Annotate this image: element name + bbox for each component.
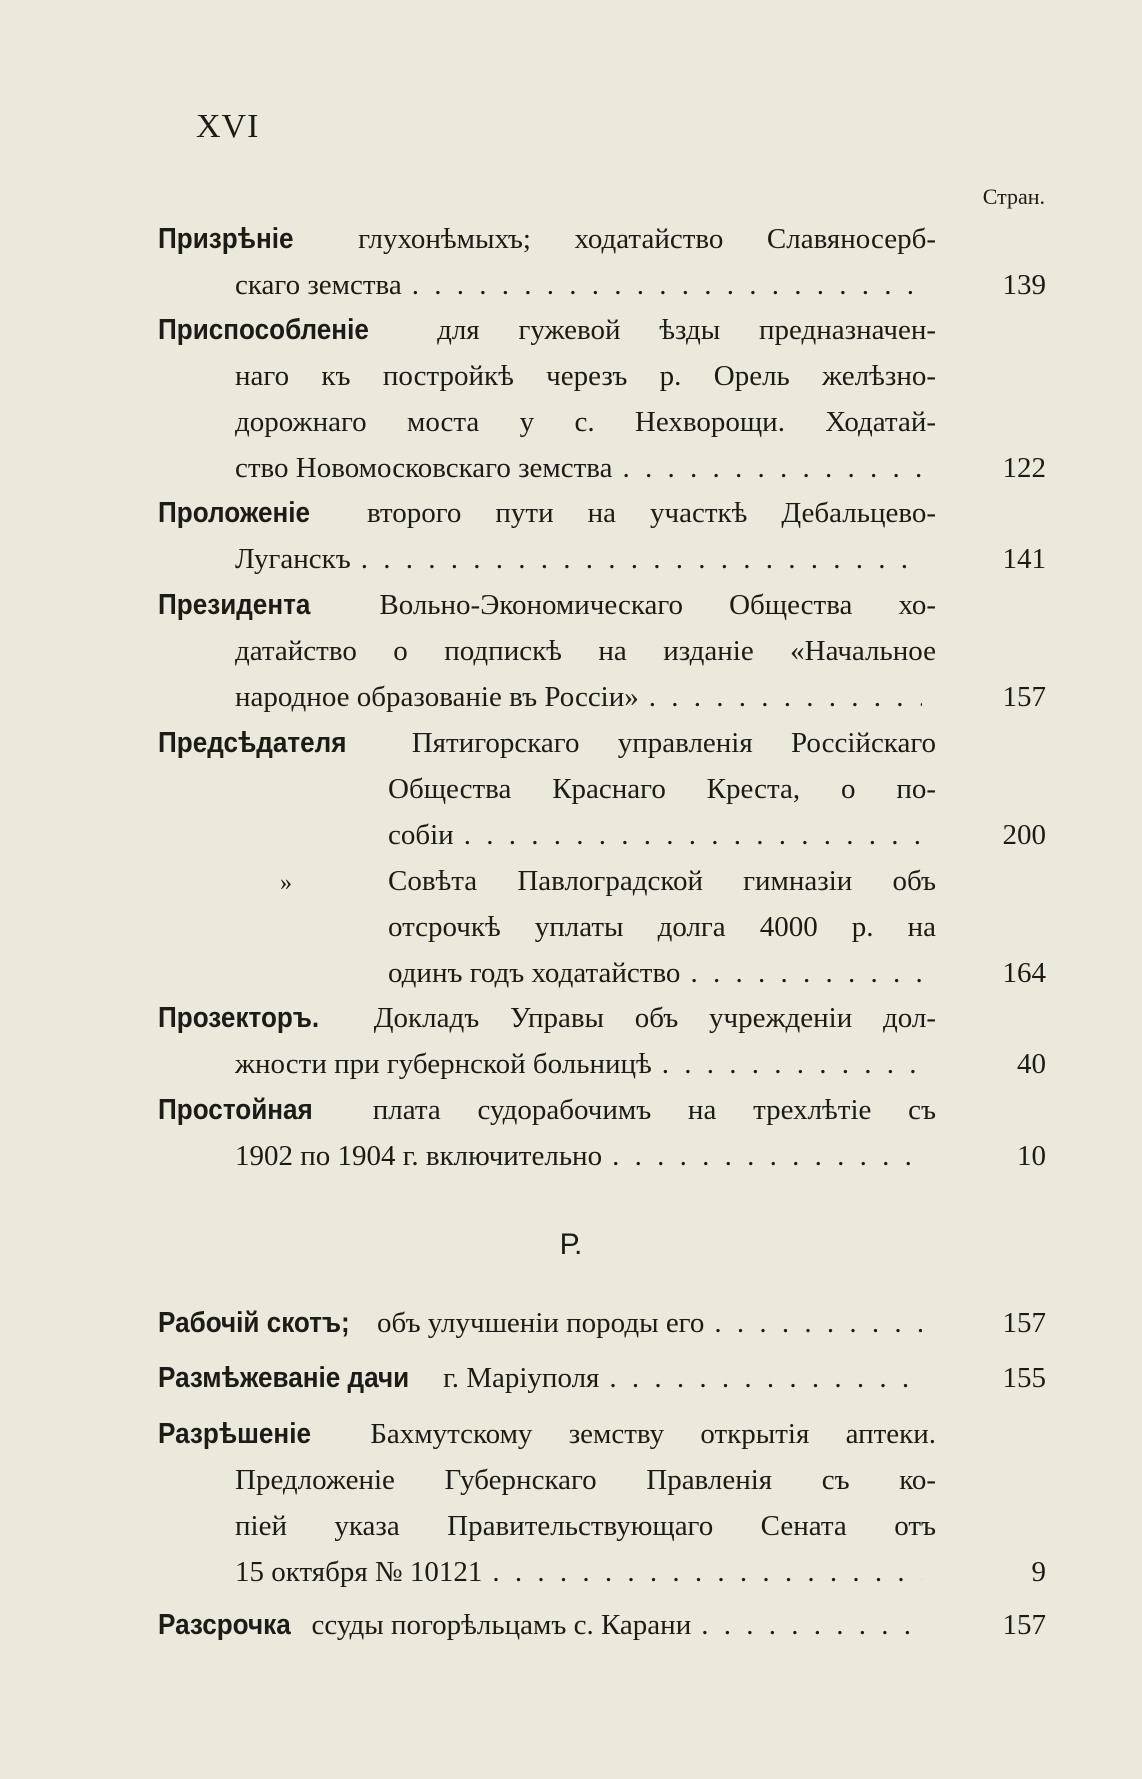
entry-text: глухонѣмыхъ; ходатайство Славяносерб- (358, 223, 936, 255)
entry-page-number: 40 (1017, 1048, 1046, 1080)
entry-line (388, 904, 936, 950)
entry-line (158, 1411, 936, 1457)
entry-line (388, 812, 936, 858)
entry-line (235, 445, 936, 491)
entry-headword: Призрѣніе (158, 223, 294, 255)
entry-text: собіи (388, 819, 454, 851)
entry-line (158, 490, 936, 536)
entry-text: Общества Краснаго Креста, о по- (388, 773, 936, 805)
entry-line (158, 1300, 936, 1346)
entry-text: Луганскъ (235, 543, 351, 575)
entry-headword: Проложеніе (158, 497, 311, 529)
entry-text: второго пути на участкѣ Дебальцево- (366, 497, 936, 529)
entry-text: одинъ годъ ходатайство (388, 957, 681, 989)
entry-headword: Президента (158, 589, 311, 621)
entry-text: Совѣта Павлоградской гимназіи объ (388, 865, 936, 897)
entry-page-number: 10 (1017, 1140, 1046, 1172)
entry-line (235, 674, 936, 720)
entry-line (158, 720, 936, 766)
entry-text: ссуды погорѣльцамъ с. Карани (311, 1609, 692, 1641)
dot-leader (649, 674, 922, 720)
entry-line (158, 582, 936, 628)
entry-line (388, 950, 936, 996)
entry-page-number: 164 (1002, 957, 1046, 989)
entry-page-number: 155 (1002, 1362, 1046, 1394)
entry-headword: Размѣжеваніе дачи (158, 1362, 410, 1394)
dot-leader (464, 812, 922, 858)
entry-line (158, 995, 936, 1041)
entry-text: объ улучшеніи породы его (377, 1307, 705, 1339)
entry-line (235, 1041, 936, 1087)
entry-text: жности при губернской больницѣ (235, 1048, 652, 1080)
entry-page-number: 157 (1002, 681, 1046, 713)
entry-text: 15 октября № 10121 (235, 1556, 483, 1588)
entry-text: скаго земства (235, 269, 402, 301)
entry-line (158, 858, 388, 904)
entry-text: Докладъ Управы объ учрежденіи дол- (373, 1002, 937, 1034)
entry-line (158, 216, 936, 262)
page-number: XVI (196, 108, 260, 145)
entry-text: датайство о подпискѣ на изданіе «Начальное (235, 635, 936, 667)
entry-line (158, 1087, 936, 1133)
dot-leader (361, 536, 922, 582)
section-letter: Р. (559, 1228, 583, 1261)
entry-text: для гужевой ѣзды предназначен- (437, 314, 937, 346)
dot-leader (701, 1602, 922, 1648)
dot-leader (609, 1355, 922, 1401)
entry-line (388, 858, 936, 904)
entry-line (388, 766, 936, 812)
entry-text: отсрочкѣ уплаты долга 4000 р. на (388, 911, 936, 943)
column-header-page: Стран. (982, 184, 1045, 209)
dot-leader (690, 950, 922, 996)
dot-leader (714, 1300, 922, 1346)
entry-line (235, 1549, 936, 1595)
entry-line (235, 1503, 936, 1549)
entry-page-number: 141 (1002, 543, 1046, 575)
entry-text: Вольно-Экономическаго Общества хо- (379, 589, 936, 621)
entry-page-number: 9 (1031, 1556, 1046, 1588)
dot-leader (622, 445, 922, 491)
entry-text: дорожнаго моста у с. Нехворощи. Ходатай- (235, 406, 936, 438)
dot-leader (412, 262, 922, 308)
entry-line (235, 1133, 936, 1179)
entry-headword: Простойная (158, 1094, 313, 1126)
entry-text: народное образованіе въ Россіи» (235, 681, 639, 713)
entry-headword: Разсрочка (158, 1609, 291, 1641)
entry-line (158, 1602, 936, 1648)
entry-text: г. Маріуполя (443, 1362, 600, 1394)
entry-text: плата судорабочимъ на трехлѣтіе съ (372, 1094, 937, 1126)
entry-headword: Приспособленіе (158, 314, 369, 346)
dot-leader (492, 1549, 922, 1595)
entry-page-number: 157 (1002, 1609, 1046, 1641)
entry-line (235, 628, 936, 674)
entry-line (235, 536, 936, 582)
entry-line (235, 262, 936, 308)
entry-headword: Прозекторъ. (158, 1002, 320, 1034)
dot-leader (612, 1133, 922, 1179)
entry-page-number: 122 (1002, 452, 1046, 484)
entry-page-number: 139 (1002, 269, 1046, 301)
entry-text: Предложеніе Губернскаго Правленія съ ко- (235, 1464, 936, 1496)
entry-page-number: 157 (1002, 1307, 1046, 1339)
entry-text: Бахмутскому земству открытія аптеки. (370, 1418, 937, 1450)
entry-text: ство Новомосковскаго земства (235, 452, 613, 484)
entry-headword: Предсѣдателя (158, 727, 347, 759)
entry-text: Пятигорскаго управленія Россійскаго (411, 727, 937, 759)
ditto-mark: » (280, 870, 292, 896)
entry-line (158, 307, 936, 353)
entry-line (158, 1355, 936, 1401)
entry-headword: Рабочій скотъ; (158, 1307, 350, 1339)
entry-line (235, 1457, 936, 1503)
entry-text: 1902 по 1904 г. включительно (235, 1140, 603, 1172)
entry-line (235, 353, 936, 399)
entry-text: наго къ постройкѣ черезъ р. Орель желѣзно- (235, 360, 936, 392)
entry-headword: Разрѣшеніе (158, 1418, 311, 1450)
entry-page-number: 200 (1002, 819, 1046, 851)
entry-text: піей указа Правительствующаго Сената отъ (235, 1510, 936, 1542)
dot-leader (662, 1041, 922, 1087)
entry-line (235, 399, 936, 445)
